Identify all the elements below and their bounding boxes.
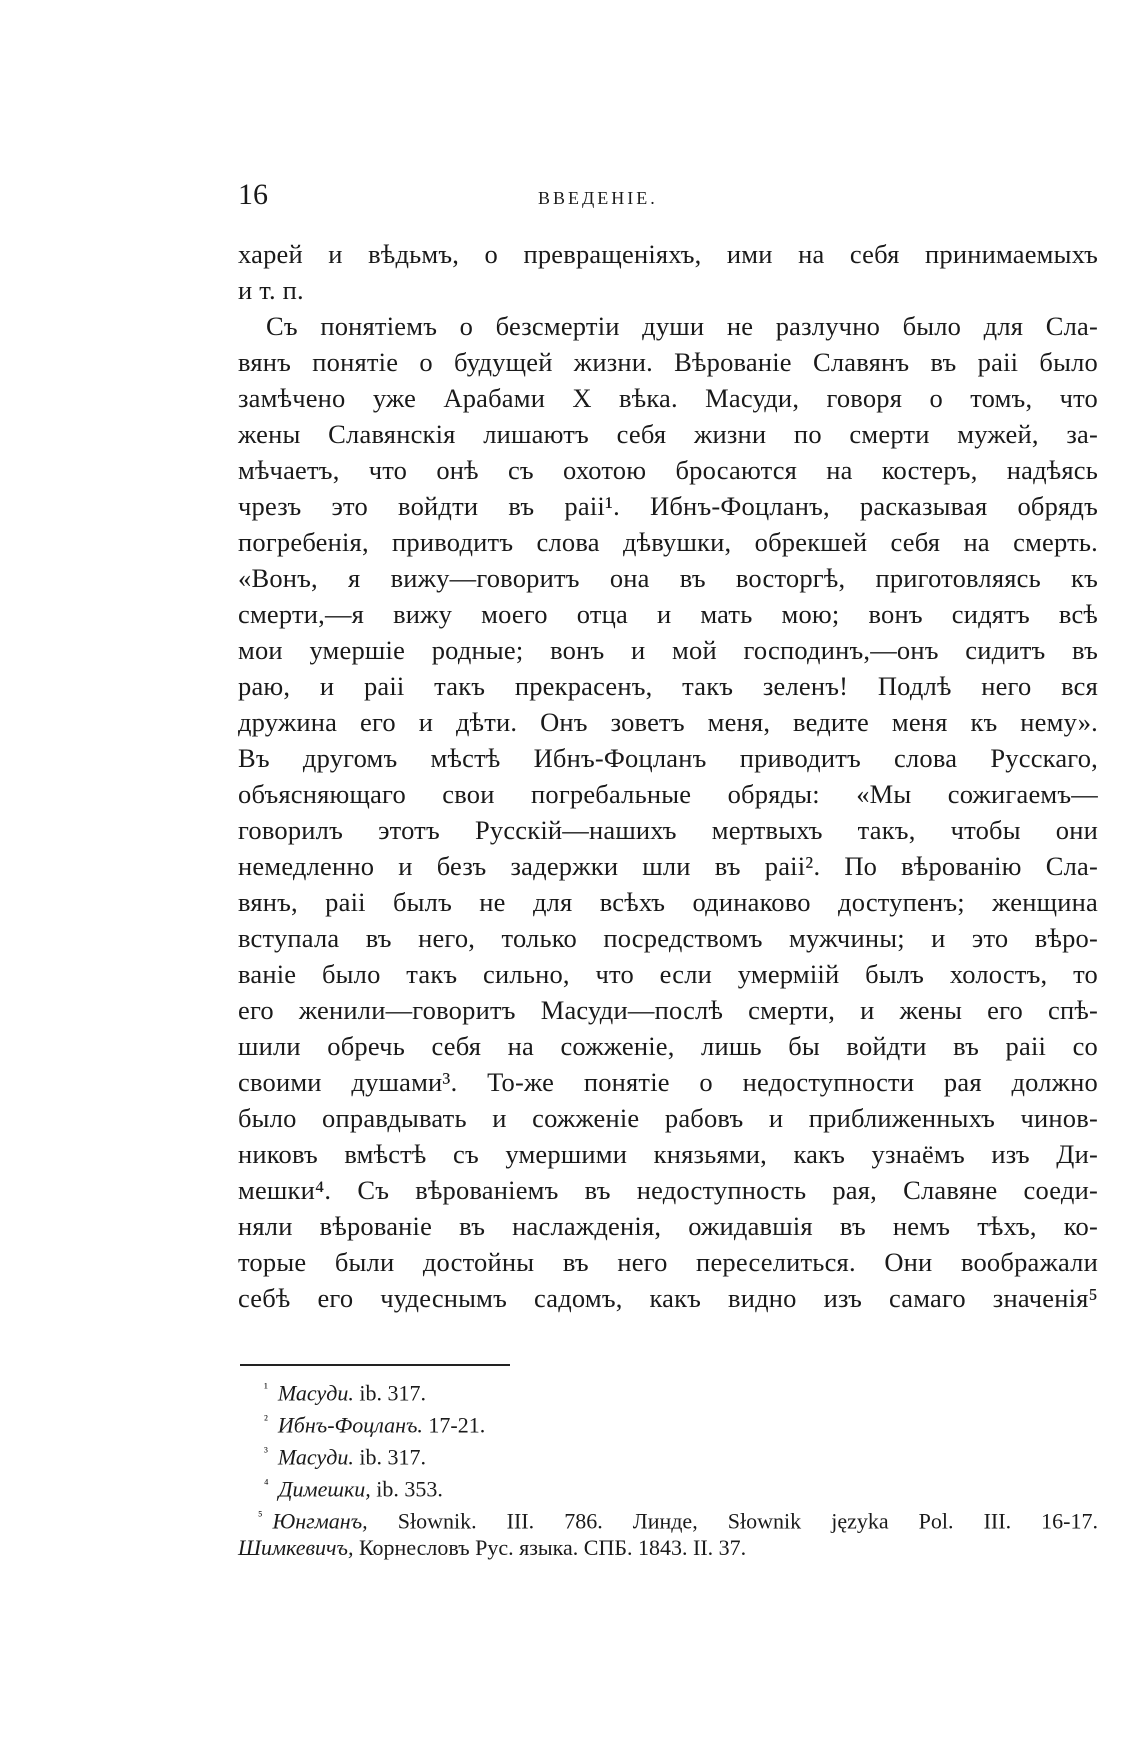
body-line: мешки⁴. Съ вѣрованіемъ въ недоступность рая, Славяне соеди- [238,1175,1098,1205]
body-line: никовъ вмѣстѣ съ умершими князьями, какъ узнаёмъ изъ Ди- [238,1139,1098,1169]
footnote-3 [238,1436,1098,1468]
footnote-2 [238,1404,1098,1436]
body-line: говорилъ этотъ Русскій—нашихъ мертвыхъ такъ, чтобы они [238,815,1098,845]
footnote-text: Słownik. III. 786. Линде, Słownik języka Pol. III. 16-17. [397,1508,1098,1534]
body-line: и т. п. [238,275,304,305]
footnote-mark: ³ [264,1444,268,1459]
footnote-text: 17-21. [428,1412,486,1438]
footnote-5 [238,1500,1098,1532]
footnote-text: ib. 353. [376,1476,443,1502]
footnote-1 [238,1372,1098,1404]
body-line: няли вѣрованіе въ наслажденія, ожидавшія въ немъ тѣхъ, ко- [238,1211,1098,1241]
body-line: своими душами³. То-же понятіе о недоступности рая должно [238,1067,1098,1097]
body-line: вянъ понятіе о будущей жизни. Вѣрованіе Славянъ въ раіі было [238,347,1098,377]
body-line: «Вонъ, я вижу—говоритъ она въ восторгѣ, приготовляясь къ [238,563,1098,593]
body-line: было оправдывать и сожженіе рабовъ и приближенныхъ чинов- [238,1103,1098,1133]
body-line: погребенія, приводитъ слова дѣвушки, обрекшей себя на смерть. [238,527,1098,557]
footnote-author: Масуди. [277,1380,354,1406]
body-line: Въ другомъ мѣстѣ Ибнъ-Фоцланъ приводитъ слова Русскаго, [238,743,1098,773]
footnote-author: Шимкевичъ, [238,1535,354,1560]
body-line: харей и вѣдьмъ, о превращеніяхъ, ими на себя принимаемыхъ [238,239,1098,269]
footnote-author: Юнгманъ, [272,1508,368,1534]
body-line: торые были достойны въ него переселиться. Они воображали [238,1247,1098,1277]
body-line: ваніе было такъ сильно, что если умерміій былъ холостъ, то [238,959,1098,989]
body-line: раю, и раіі такъ прекрасенъ, такъ зеленъ! Подлѣ него вся [238,671,1098,701]
body-line: шили обречь себя на сожженіе, лишь бы войдти въ раіі со [238,1031,1098,1061]
footnote-text: Корнесловъ Рус. языка. СПБ. 1843. II. 37. [358,1535,747,1560]
page-number: 16 [238,178,268,211]
body-line: объясняющаго свои погребальные обряды: «Мы сожигаемъ— [238,779,1098,809]
body-line: мѣчаетъ, что онѣ съ охотою бросаются на костеръ, надѣясь [238,455,1098,485]
body-line: его женили—говоритъ Масуди—послѣ смерти, и жены его спѣ- [238,995,1098,1025]
body-line: смерти,—я вижу моего отца и мать мою; вонъ сидятъ всѣ [238,599,1098,629]
body-line: себѣ его чудеснымъ садомъ, какъ видно изъ самаго значенія⁵ [238,1283,1098,1313]
body-line: вступала въ него, только посредствомъ мужчины; и это вѣро- [238,923,1098,953]
footnote-text: ib. 317. [359,1444,426,1470]
footnote-mark: ⁵ [258,1508,263,1523]
section-title: ВВЕДЕНІЕ. [538,188,658,208]
body-line: чрезъ это войдти въ раіі¹. Ибнъ-Фоцланъ, расказывая обрядъ [238,491,1098,521]
footnote-4 [238,1468,1098,1500]
body-line: мои умершіе родные; вонъ и мой господинъ,—онъ сидитъ въ [238,635,1098,665]
body-line: вянъ, раіі былъ не для всѣхъ одинаково доступенъ; женщина [238,887,1098,917]
body-line: немедленно и безъ задержки шли въ раіі². По вѣрованію Сла- [238,851,1098,881]
footnote-text: ib. 317. [359,1380,426,1406]
footnote-rule [240,1364,510,1366]
footnote-mark: ² [264,1412,268,1427]
footnotes [238,1372,1098,1564]
footnote-mark: ⁴ [264,1476,269,1491]
running-head [238,178,1098,218]
body-line: дружина его и дѣти. Онъ зоветъ меня, ведите меня къ нему». [238,707,1098,737]
body-line: Съ понятіемъ о безсмертіи души не разлучно было для Сла- [266,311,1098,341]
footnote-author: Масуди. [277,1444,354,1470]
body-line: жены Славянскія лишаютъ себя жизни по смерти мужей, за- [238,419,1098,449]
footnote-5-continued [238,1532,1098,1564]
footnote-author: Димешки, [278,1476,371,1502]
footnote-author: Ибнъ-Фоцланъ. [277,1412,423,1438]
body-line: замѣчено уже Арабами X вѣка. Масуди, говоря о томъ, что [238,383,1098,413]
footnote-mark: ¹ [264,1380,268,1395]
body-text [238,236,1098,1316]
